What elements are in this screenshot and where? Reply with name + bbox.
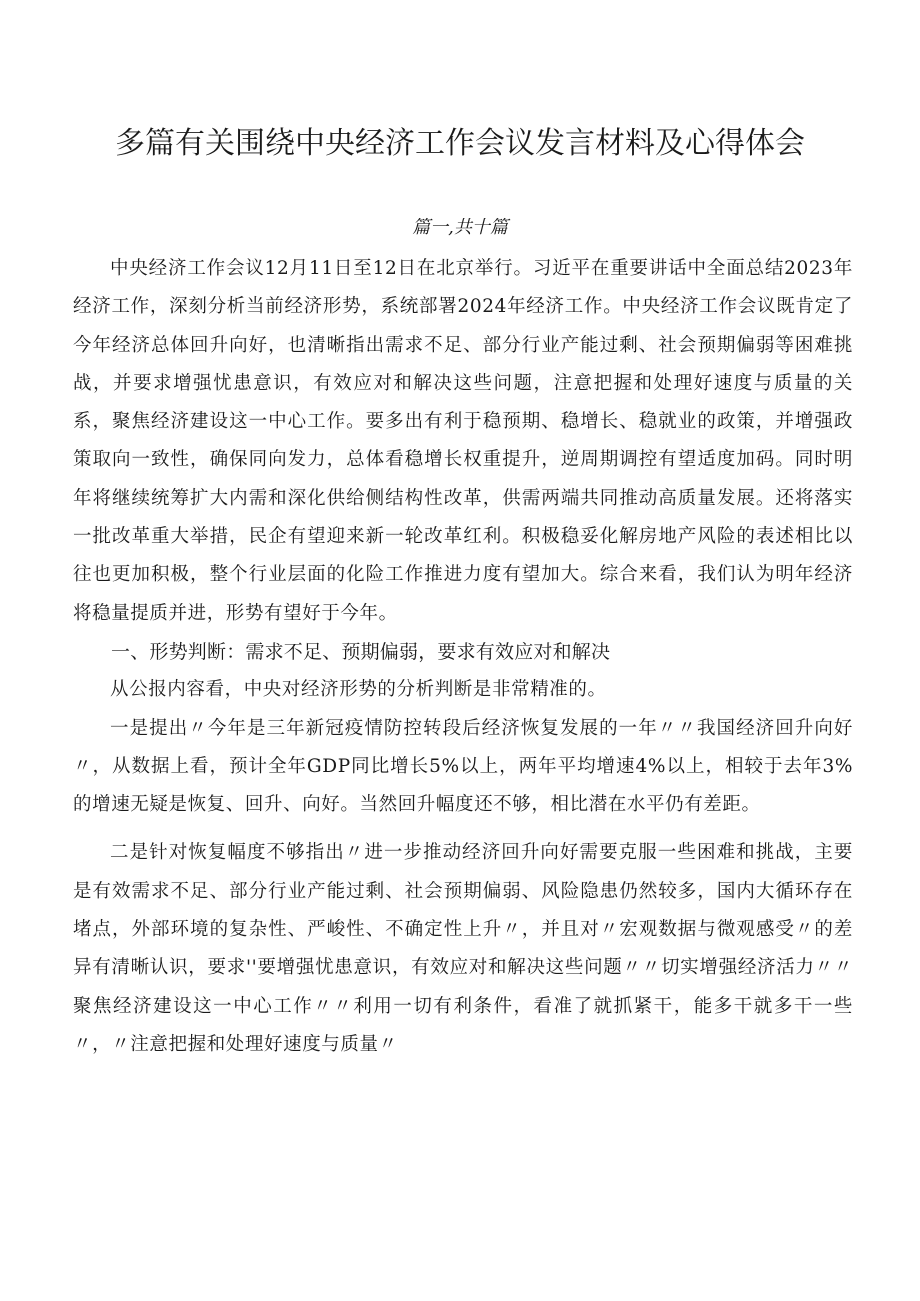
document-title: 多篇有关围绕中央经济工作会议发言材料及心得体会 bbox=[115, 126, 805, 161]
paragraph: 一是提出〃今年是三年新冠疫情防控转段后经济恢复发展的一年〃〃我国经济回升向好〃，从数据上看，预计全年GDP同比增长5%以上，两年平均增速4%以上，相较于去年3%的增速无疑是恢复、回升、向好。当然回升幅度还不够，相比潜在水平仍有差距。 bbox=[73, 717, 853, 816]
paragraph: 二是针对恢复幅度不够指出〃进一步推动经济回升向好需要克服一些困难和挑战，主要是有效需求不足、部分行业产能过剩、社会预期偏弱、风险隐患仍然较多，国内大循环存在堵点，外部环境的复杂性、严峻性、不确定性上升〃，并且对〃宏观数据与微观感受〃的差异有清晰认识，要求''要增强忧患意识，有效应对和解决这些问题〃〃切实增强经济活力〃〃聚焦经济建设这一中心工作〃〃利用一切有利条件，看准了就抓紧干，能多干就多干一些〃，〃注意把握和处理好速度与质量〃 bbox=[73, 842, 853, 1055]
paragraph-intro: 中央经济工作会议12月11日至12日在北京举行。习近平在重要讲话中全面总结2023年经济工作，深刻分析当前经济形势，系统部署2024年经济工作。中央经济工作会议既肯定了今年经济总体回升向好，也清晰指出需求不足、部分行业产能过剩、社会预期偏弱等困难挑战，并要求增强忧患意识，有效应对和解决这些问题，注意把握和处理好速度与质量的关系，聚焦经济建设这一中心工作。要多出有利于稳预期、稳增长、稳就业的政策，并增强政策取向一致性，确保同向发力，总体看稳增长权重提升，逆周期调控有望适度加码。同时明年将继续统筹扩大内需和深化供给侧结构性改革，供需两端共同推动高质量发展。还将落实一批改革重大举措，民企有望迎来新一轮改革红利。积极稳妥化解房地产风险的表述相比以往也更加积极，整个行业层面的化险工作推进力度有望加大。综合来看，我们认为明年经济将稳量提质并进，形势有望好于今年。 bbox=[73, 258, 853, 624]
document-body bbox=[73, 250, 853, 1064]
document-subtitle: 篇一,共十篇 bbox=[412, 217, 508, 238]
paragraph: 从公报内容看，中央对经济形势的分析判断是非常精准的。 bbox=[110, 679, 607, 701]
section-heading: 一、形势判断：需求不足、预期偏弱，要求有效应对和解决 bbox=[111, 640, 611, 663]
